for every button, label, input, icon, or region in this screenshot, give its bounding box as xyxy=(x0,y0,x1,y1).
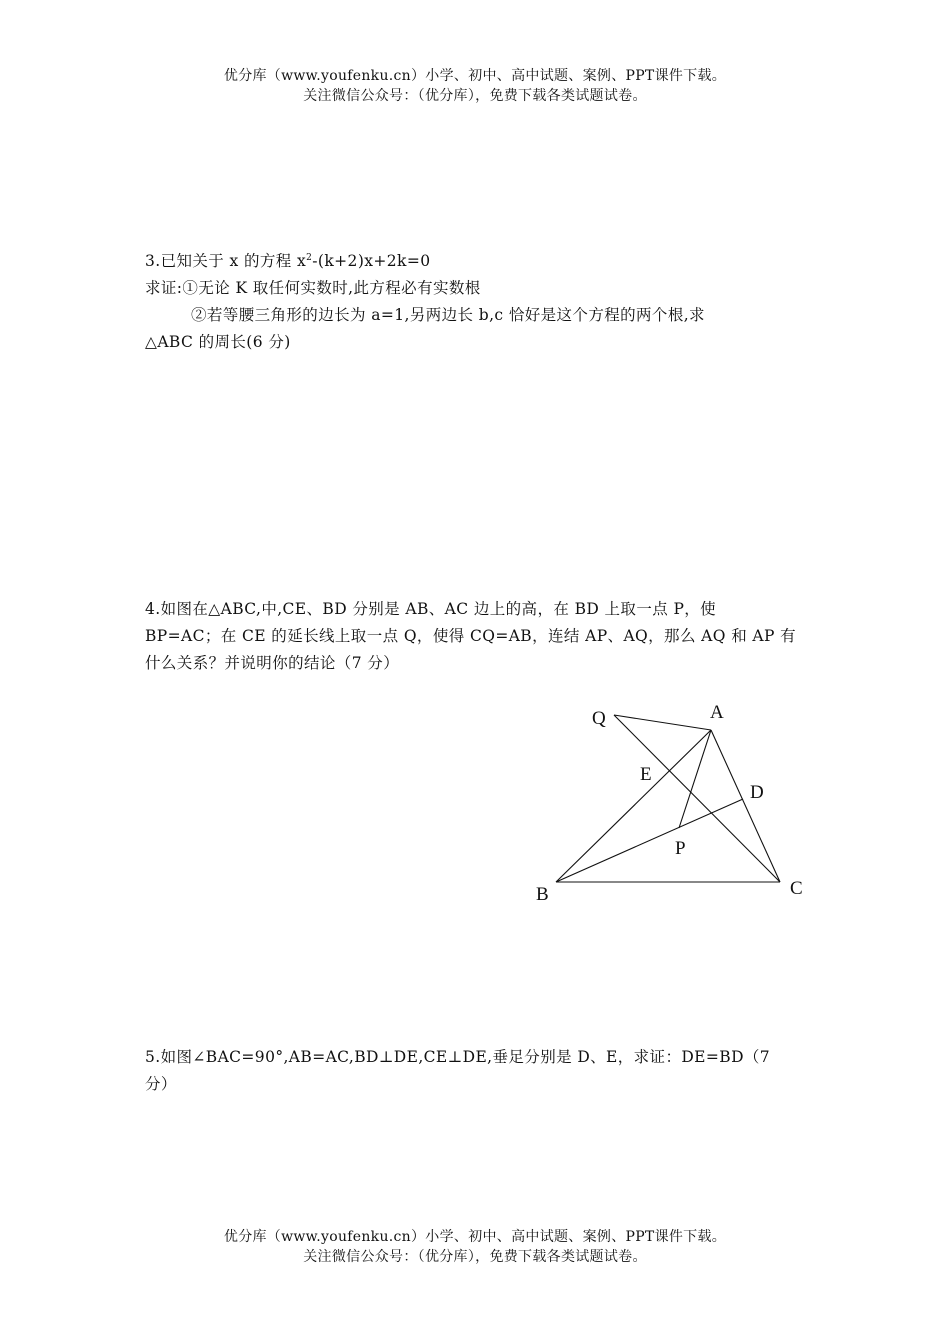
footer-line-2: 关注微信公众号：（优分库），免费下载各类试题试卷。 xyxy=(303,1249,647,1265)
segment-ac xyxy=(711,730,780,882)
label-a: A xyxy=(710,702,724,723)
triangle-figure xyxy=(530,698,820,913)
footer-line-1: 优分库（www.youfenku.cn）小学、初中、高中试题、案例、PPT课件下载。 xyxy=(223,1229,727,1245)
q3-equation-exponent: 2 xyxy=(306,253,313,263)
q3-line-3: ②若等腰三角形的边长为 a=1,另两边长 b,c 恰好是这个方程的两个根,求 xyxy=(191,306,705,324)
q4-line-1: 4.如图在△ABC,中,CE、BD 分别是 AB、AC 边上的高，在 BD 上取一点 P，使 xyxy=(145,600,717,618)
question-4 xyxy=(145,596,810,677)
q5-line-2: 分） xyxy=(145,1075,177,1093)
label-q: Q xyxy=(592,708,606,729)
segment-ap xyxy=(679,730,711,828)
label-b: B xyxy=(536,884,549,905)
q3-line-1 xyxy=(145,248,810,275)
segment-ab xyxy=(556,730,711,882)
q3-line-4: △ABC 的周长(6 分) xyxy=(145,333,291,351)
header-line-1: 优分库（www.youfenku.cn）小学、初中、高中试题、案例、PPT课件下载。 xyxy=(223,68,727,84)
label-p: P xyxy=(675,838,686,859)
q5-line-1: 5.如图∠BAC=90°,AB=AC,BD⊥DE,CE⊥DE,垂足分别是 D、E，求证：DE=BD（7 xyxy=(145,1048,771,1066)
page-footer xyxy=(0,1227,950,1267)
label-d: D xyxy=(750,782,764,803)
q3-equation-post: -(k+2)x+2k=0 xyxy=(312,252,431,270)
question-3 xyxy=(145,248,810,356)
q3-equation-pre: 3.已知关于 x 的方程 x xyxy=(145,252,307,270)
question-5 xyxy=(145,1044,810,1098)
q4-line-3: 什么关系？并说明你的结论（7 分） xyxy=(145,654,400,672)
header-line-2: 关注微信公众号：（优分库），免费下载各类试题试卷。 xyxy=(303,88,647,104)
label-e: E xyxy=(640,764,652,785)
label-c: C xyxy=(790,878,803,899)
q3-line-2: 求证:①无论 K 取任何实数时,此方程必有实数根 xyxy=(145,279,481,297)
segment-bd xyxy=(556,799,743,882)
q4-line-2: BP=AC；在 CE 的延长线上取一点 Q，使得 CQ=AB，连结 AP、AQ，那么 AQ 和 AP 有 xyxy=(145,627,797,645)
page-header xyxy=(0,66,950,106)
segment-qa xyxy=(614,715,711,730)
